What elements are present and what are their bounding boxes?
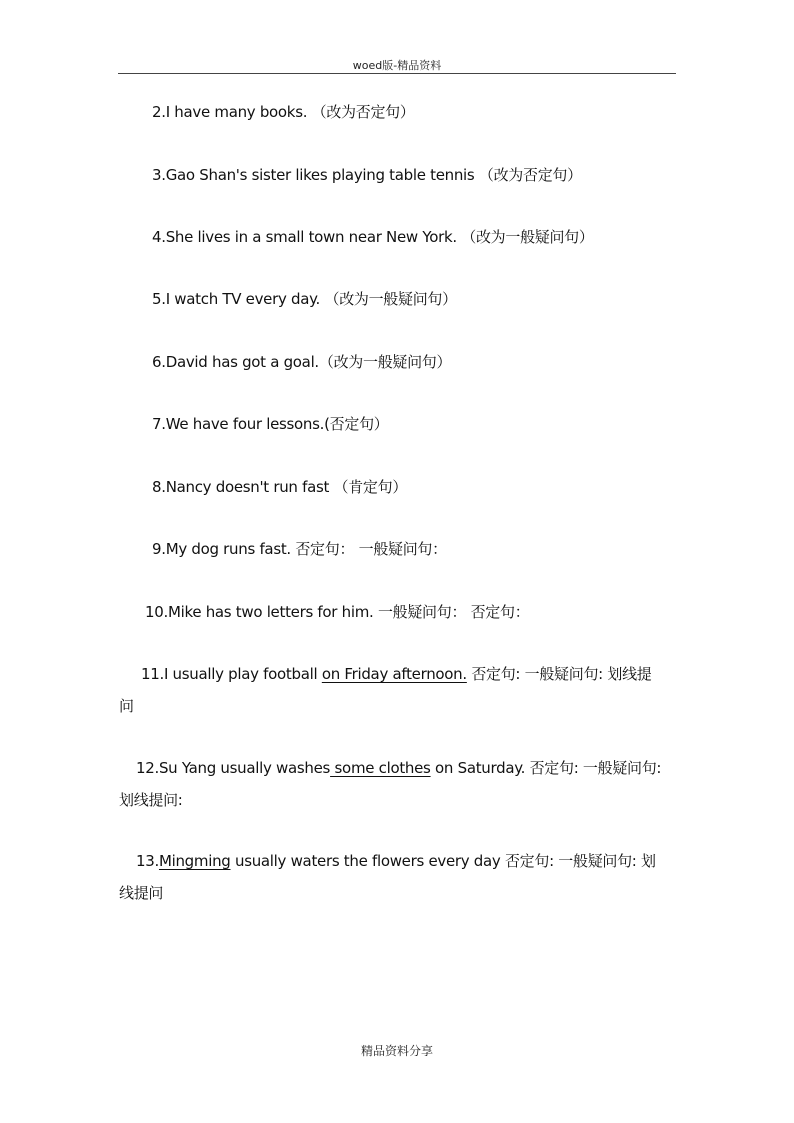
exercise-item-3: 3.Gao Shan's sister likes playing table tennis （改为否定句） <box>152 166 582 184</box>
exercise-item-12 <box>136 757 661 778</box>
underlined-phrase: some clothes <box>330 759 431 777</box>
exercise-item-13 <box>136 850 656 871</box>
exercise-item-9: 9.My dog runs fast. 否定句： 一般疑问句： <box>152 540 447 558</box>
exercise-item-6: 6.David has got a goal.（改为一般疑问句） <box>152 353 452 371</box>
exercise-item-4: 4.She lives in a small town near New York. （改为一般疑问句） <box>152 228 594 246</box>
header-title: woed版-精品资料 <box>352 59 442 72</box>
underlined-phrase: on Friday afternoon. <box>321 665 467 683</box>
exercise-item-8: 8.Nancy doesn't run fast （肯定句） <box>152 478 408 496</box>
exercise-item-5: 5.I watch TV every day. （改为一般疑问句） <box>152 290 457 308</box>
sentence-text: 12.Su Yang usually washes <box>136 759 331 777</box>
exercise-item-11 <box>141 663 651 684</box>
exercise-item-10: 10.Mike has two letters for him. 一般疑问句： 否定句： <box>145 603 530 621</box>
instruction-text: on Saturday. 否定句: 一般疑问句: <box>430 759 662 777</box>
instruction-text: usually waters the flowers every day 否定句: 一般疑问句: 划 <box>230 852 656 870</box>
instruction-text: 否定句: 一般疑问句: 划线提 <box>466 665 652 683</box>
exercise-item-2: 2.I have many books. （改为否定句） <box>152 103 415 121</box>
exercise-item-13-continuation: 线提问 <box>119 884 164 902</box>
sentence-text: 13. <box>136 852 159 870</box>
header-rule <box>118 73 676 74</box>
exercise-item-7: 7.We have four lessons.(否定句） <box>152 415 389 433</box>
exercise-item-11-continuation: 问 <box>119 697 134 715</box>
exercise-item-12-continuation: 划线提问: <box>119 791 183 809</box>
page-footer: 精品资料分享 <box>360 1044 433 1058</box>
sentence-text: 11.I usually play football <box>141 665 322 683</box>
underlined-phrase: Mingming <box>158 852 231 870</box>
